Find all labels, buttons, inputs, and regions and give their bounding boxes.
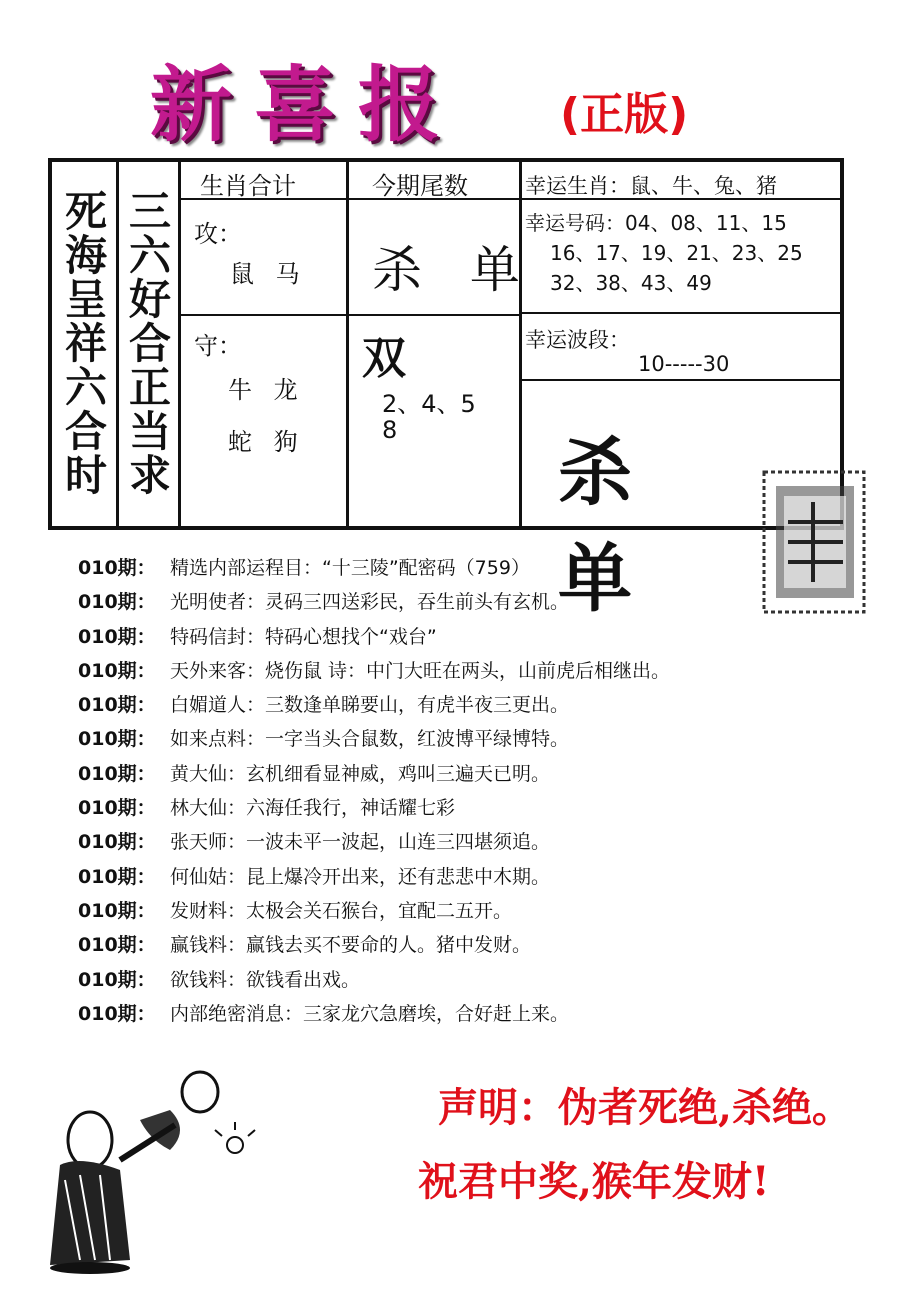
list-item: 010期： 黄大仙：玄机细看显神威，鸡叫三遍天已明。: [78, 762, 551, 785]
vertical-slogan-2: 三六好合正当求: [128, 187, 171, 500]
edition-label: (正版): [560, 89, 689, 140]
lucky-zodiac: 幸运生肖：鼠、牛、兔、猪: [525, 174, 777, 198]
list-item: 010期： 天外来客：烧伤鼠 诗：中门大旺在两头，山前虎后相继出。: [78, 659, 671, 682]
lucky-wave-range: 10-----30: [638, 352, 730, 376]
defend-label: 守：: [194, 332, 242, 360]
list-item: 010期： 张天师：一波未平一波起，山连三四堪须追。: [78, 831, 551, 854]
list-item: 010期： 赢钱料：赢钱去买不要命的人。猪中发财。: [78, 934, 532, 957]
lucky-numbers-line1: 幸运号码：04、08、11、15: [525, 211, 787, 235]
tail-double: 双: [362, 333, 406, 384]
list-item: 010期： 发财料：太极会关石猴台，宜配二五开。: [78, 899, 513, 922]
zodiac-header: 生肖合计: [200, 172, 296, 200]
attack-label: 攻：: [194, 220, 242, 248]
kill-single-big: 杀 单: [558, 430, 672, 622]
list-item: 010期： 何仙姑：昆上爆冷开出来，还有悲悲中木期。: [78, 865, 551, 888]
list-item: 010期： 精选内部运程目：“十三陵”配密码（759）: [78, 557, 530, 579]
wish-text: 祝君中奖,猴年发财!: [418, 1158, 770, 1205]
prediction-list: [78, 553, 878, 1033]
list-item: 010期： 欲钱料：欲钱看出戏。: [78, 968, 361, 991]
lucky-numbers-line3: 32、38、43、49: [550, 271, 712, 295]
tail-numbers-line2: 8: [382, 416, 398, 444]
lucky-wave-label: 幸运波段：: [525, 328, 630, 352]
tail-header: 今期尾数: [372, 172, 468, 200]
tail-numbers-line1: 2、4、5: [382, 390, 476, 418]
list-item: 010期： 特码信封：特码心想找个“戏台”: [78, 625, 437, 648]
list-item: 010期： 如来点料：一字当头合鼠数，红波博平绿博特。: [78, 728, 570, 751]
vertical-slogan-1: 死海呈祥六合时: [64, 187, 107, 500]
defend-line2: 蛇 狗: [228, 428, 298, 456]
list-item: 010期： 光明使者：灵码三四送彩民，吞生前头有玄机。: [78, 591, 570, 614]
attack-values: 鼠 马: [230, 260, 300, 288]
defend-line1: 牛 龙: [228, 376, 298, 404]
page-title: 新喜报: [150, 57, 463, 153]
lucky-numbers-line2: 16、17、19、21、23、25: [550, 241, 803, 265]
kill-single-top: 杀 单: [372, 241, 536, 299]
cartoon-mascot-icon: [20, 1070, 265, 1275]
statement-text: 声明：伪者死绝,杀绝。: [438, 1084, 852, 1131]
list-item: 010期： 林大仙：六海任我行，神话耀七彩: [78, 797, 456, 820]
list-item: 010期： 内部绝密消息：三家龙穴急磨埃，合好赶上来。: [78, 1002, 570, 1025]
list-item: 010期： 白媚道人：三数逢单睇要山，有虎半夜三更出。: [78, 694, 570, 717]
